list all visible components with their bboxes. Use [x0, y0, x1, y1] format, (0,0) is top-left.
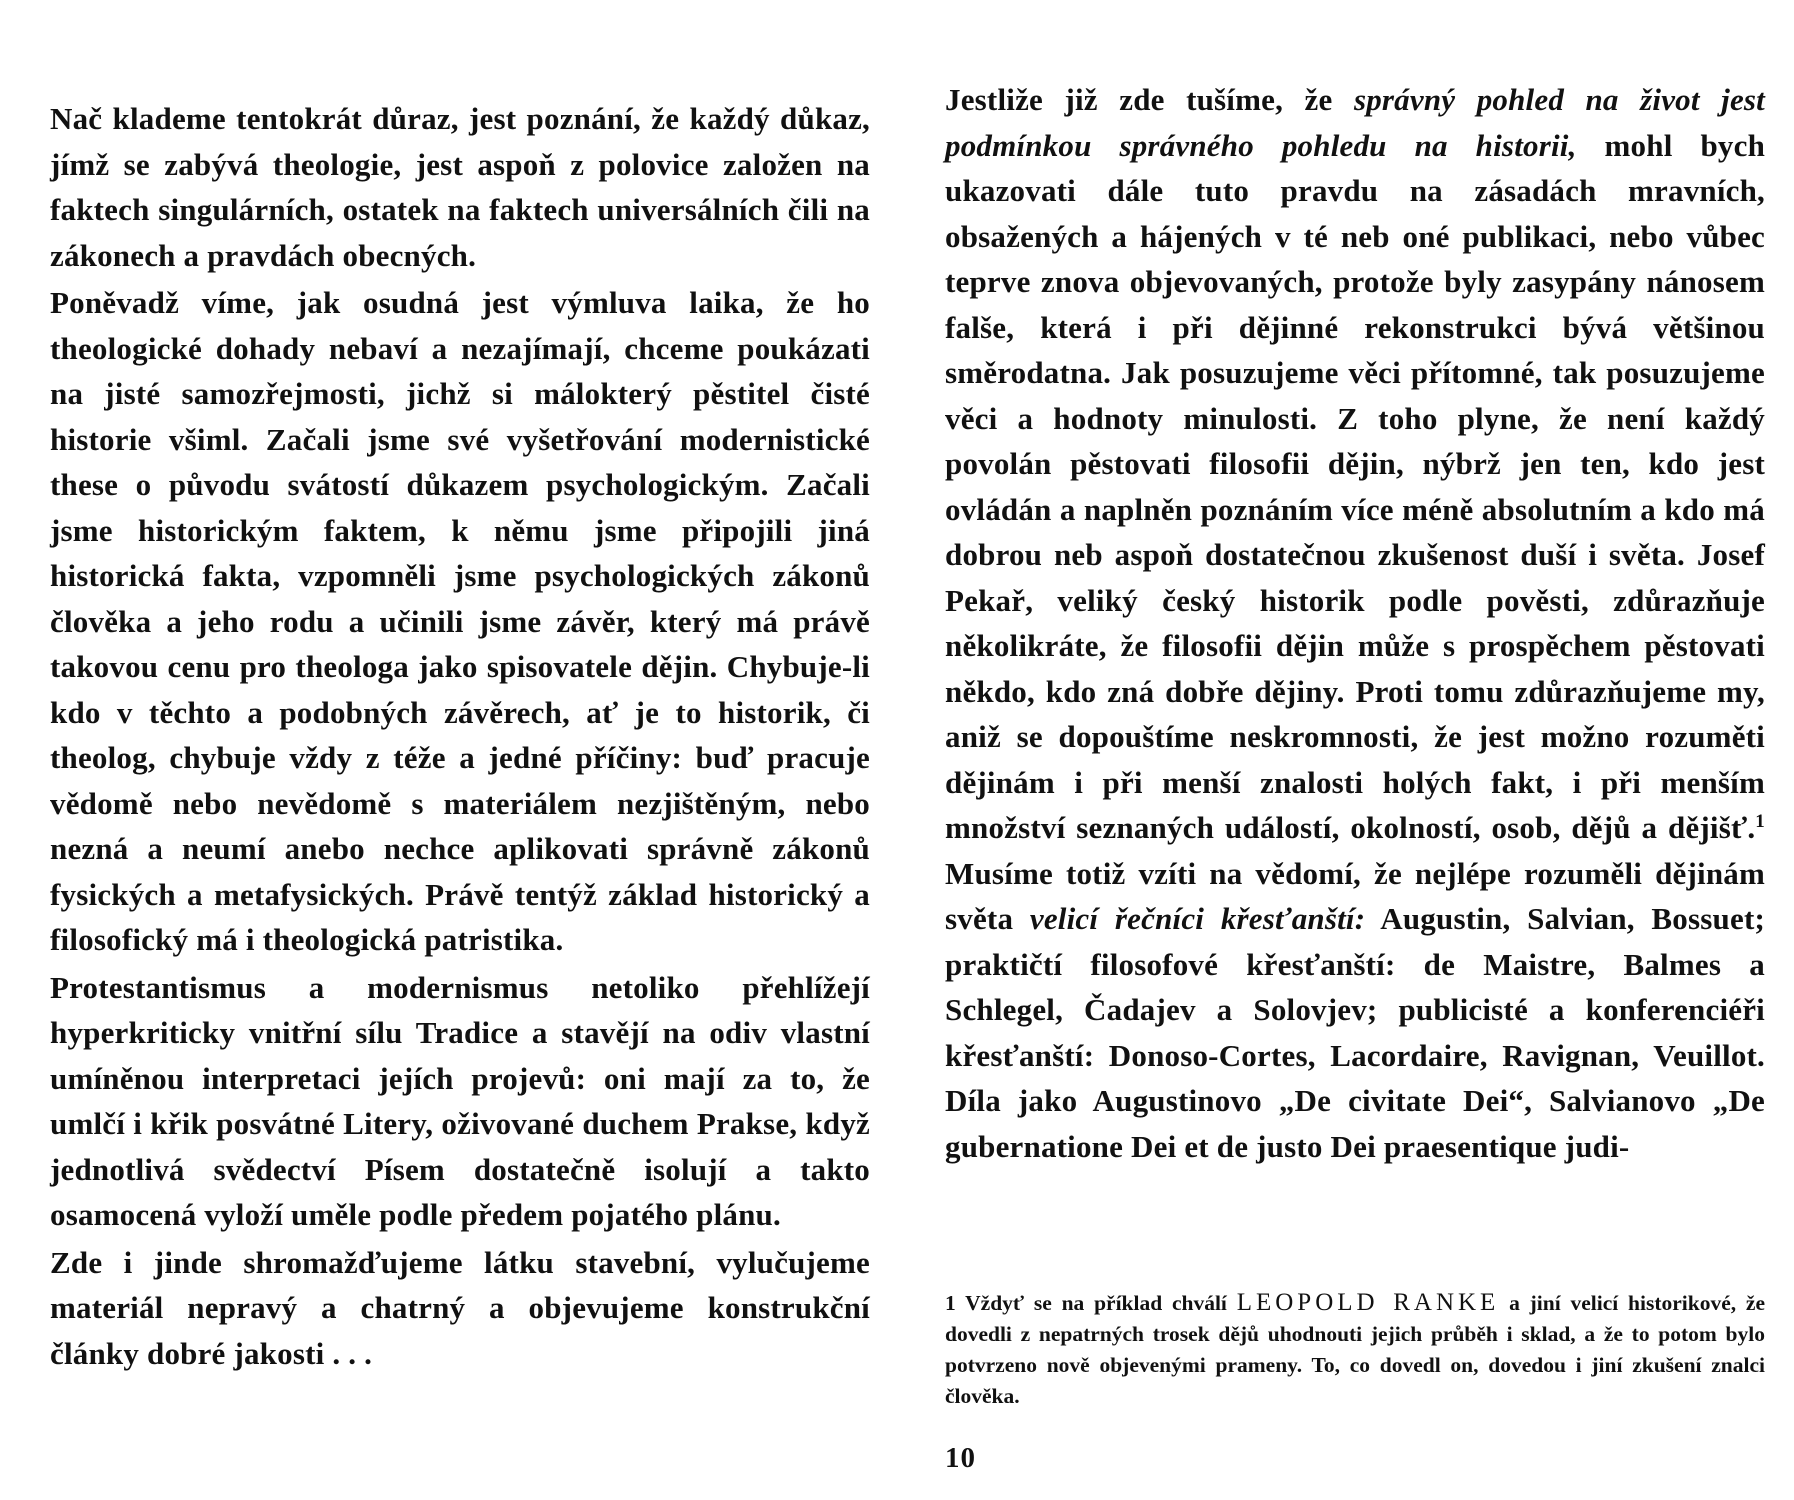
left-paragraph-1: Nač klademe tentokrát důraz, jest poznání, že každý důkaz, jímž se zabývá theologie, jest aspoň z polovice založen na faktech singulárních, ostatek na faktech universálních čili na zákonech a pravdách obecných. [50, 101, 870, 273]
right-p1-after-marker: Musíme totiž vzíti na vědomí, že nejlépe rozuměli dějinám světa [945, 855, 1765, 936]
right-p1-start: Jestliže již zde tušíme, že [945, 82, 1354, 117]
footnote-reference: 1 [1755, 811, 1765, 832]
footnote-name: LEOPOLD RANKE [1236, 1289, 1500, 1316]
footnote-text-end: a jiní velicí historikové, že dovedli z nepatrných trosek dějů uhodnouti jejich průběh i sklad, a že to potom bylo potvrzeno nově objevenými prameny. To, co dovedl on, dovedou i jiní zkušení znalci člověka. [945, 1291, 1765, 1408]
right-p1-end: Augustin, Salvian, Bossuet; praktičtí filosofové křesťanští: de Maistre, Balmes a Schlegel, Čadajev a Solovjev; publicisté a konferenciéři křesťanští: Donoso-Cortes, Lacordaire, Ravignan, Veuillot. Díla jako Augustinovo „De civitate Dei“, Salvianovo „De gubernatione Dei et de justo Dei praesentique judi- [945, 901, 1765, 1164]
right-page [945, 0, 1765, 1500]
right-p1-emphasis-2: velicí řečníci křesťanští: [1029, 901, 1366, 936]
right-paragraph-1 [945, 77, 1765, 1169]
left-paragraph-2: Poněvadž víme, jak osudná jest výmluva laika, že ho theologické dohady nebaví a nezajímají, chceme poukázati na jisté samozřejmosti, jichž si málokterý pěstitel čisté historie všiml. Začali jsme své vyšetřování modernistické these o původu svátostí důkazem psychologickým. Začali jsme historickým faktem, k němu jsme připojili jiná historická fakta, vzpomněli jsme psychologických zákonů člověka a jeho rodu a učinili jsme závěr, který má právě takovou cenu pro theologa jako spisovatele dějin. Chybuje-li kdo v těchto a podobných závěrech, ať je to historik, či theolog, chybuje vždy z téže a jedné příčiny: buď pracuje vědomě nebo nevědomě s materiálem nezjištěným, nebo nezná a neumí anebo nechce aplikovati správně zákonů fysických a metafysických. Právě tentýž základ historický a filosofický má i theologická patristika. [50, 285, 870, 957]
right-page-text [945, 77, 1765, 1169]
left-page-text [50, 96, 870, 1376]
left-paragraph-3: Protestantismus a modernismus netoliko přehlížejí hyperkriticky vnitřní sílu Tradice a stavějí na odiv vlastní umíněnou interpretaci jejích projevů: oni mají za to, že umlčí i křik posvátné Litery, oživované duchem Prakse, když jednotlivá svědectví Písem dostatečně isolují a takto osamocená vyloží uměle podle předem pojatého plánu. [50, 969, 870, 1232]
footnote [945, 1287, 1765, 1412]
footnote-text-start: Vždyť se na příklad chválí [955, 1291, 1237, 1315]
right-p1-emphasis: správný pohled na život jest podmínkou správného pohledu na historii, [945, 82, 1765, 163]
page-number: 10 [945, 1442, 976, 1474]
left-paragraph-4: Zde i jinde shromažďujeme látku stavební, vylučujeme materiál nepravý a chatrný a objevujeme konstrukční články dobré jakosti . . . [50, 1244, 870, 1371]
footnote-number: 1 [945, 1291, 956, 1315]
footnote-text [945, 1287, 1765, 1412]
right-p1-rest: mohl bych ukazovati dále tuto pravdu na zásadách mravních, obsažených a hájených v té neb oné publikaci, nebo vůbec teprve znova objevovaných, protože byly zasypány nánosem falše, která i při dějinné rekonstrukci bývá většinou směrodatna. Jak posuzujeme věci přítomné, tak posuzujeme věci a hodnoty minulosti. Z toho plyne, že není každý povolán pěstovati filosofii dějin, nýbrž jen ten, kdo jest ovládán a naplněn poznáním více méně absolutním a kdo má dobrou neb aspoň dostatečnou zkušenost duší i světa. Josef Pekař, veliký český historik podle pověsti, zdůrazňuje několikráte, že filosofii dějin může s prospěchem pěstovati někdo, kdo zná dobře dějiny. Proti tomu zdůrazňujeme my, aniž se dopouštíme neskromnosti, že jest možno rozuměti dějinám i při menší znalosti holých fakt, i při menším množství seznaných událostí, okolností, osob, dějů a dějišť. [945, 127, 1766, 845]
left-page [50, 0, 870, 1500]
